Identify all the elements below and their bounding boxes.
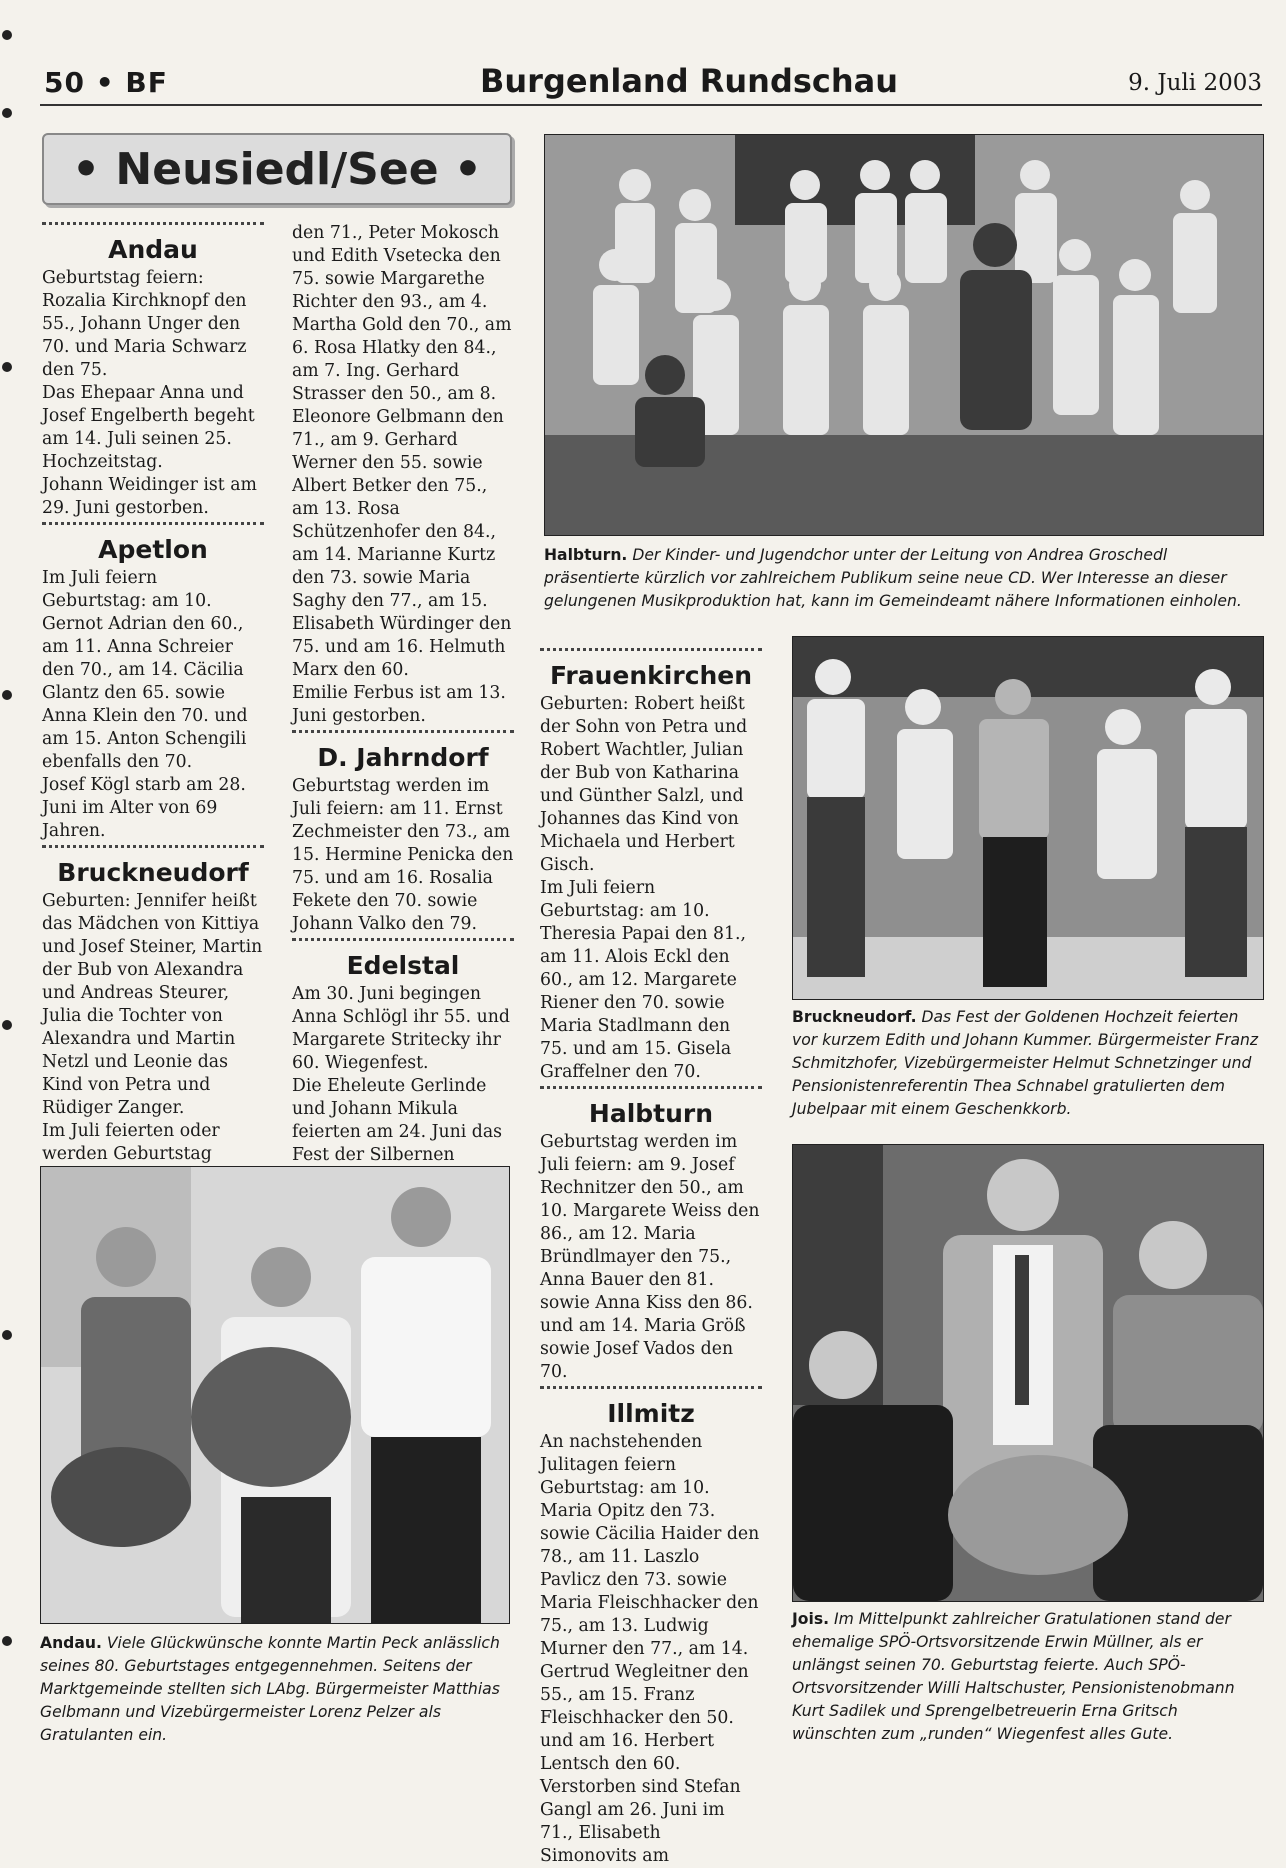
article-paragraph: Am 30. Juni begingen Anna Schlögl ihr 55. und Margarete Stritecky ihr 60. Wiegenfest. [292, 984, 510, 1073]
page-number: 50 • BF [44, 66, 168, 99]
article-paragraph: Geburtstag werden im Juli feiern: am 9. Josef Rechnitzer den 50., am 10. Margarete Weiss den 86., am 12. Maria Bründlmayer den 75., Anna Bauer den 81. sowie Anna Kiss den 86. und am 14. Maria Größ sowie Josef Vados den 70. [540, 1132, 760, 1382]
issue-date: 9. Juli 2003 [1128, 70, 1262, 96]
caption-jois [792, 1608, 1262, 1746]
photo-halbturn-choir-graphic [545, 135, 1263, 535]
article-paragraph: Geburtstag feiern: Rozalia Kirchknopf den 55., Johann Unger den 70. und Maria Schwarz den 75. [42, 268, 247, 380]
article-paragraph: Im Juli feiern Geburtstag: am 10. Gernot Adrian den 60., am 11. Anna Schreier den 70., am 14. Cäcilia Glantz den 65. sowie Anna Klein den 70. und am 15. Anton Schengili ebenfalls den 70. [42, 568, 248, 772]
caption-place: Bruckneudorf. [792, 1008, 917, 1026]
binder-hole [2, 1330, 12, 1340]
article-title-bruckneudorf: Bruckneudorf [42, 845, 264, 888]
binder-hole [2, 108, 12, 118]
article-title-edelstal: Edelstal [292, 938, 514, 981]
newspaper-title: Burgenland Rundschau [480, 62, 899, 100]
photo-bruckneudorf-graphic [793, 637, 1263, 999]
section-title: • Neusiedl/See • [71, 143, 482, 195]
column-2 [292, 222, 514, 1190]
column-3 [540, 648, 762, 1868]
article-paragraph: Im Juli feierten oder werden Geburtstag [42, 1121, 220, 1164]
photo-halbturn-choir [544, 134, 1264, 536]
article-title-andau: Andau [42, 222, 264, 265]
article-paragraph: Geburtstag werden im Juli feiern: am 11. Ernst Zechmeister den 73., am 15. Hermine Penicka den 75. und am 16. Rosalia Fekete den 70. sowie Johann Valko den 79. [292, 776, 514, 934]
article-paragraph: Das Ehepaar Anna und Josef Engelberth begeht am 14. Juli seinen 25. Hochzeitstag. [42, 383, 255, 472]
article-paragraph: Geburten: Jennifer heißt das Mädchen von Kittiya und Josef Steiner, Martin der Bub von Alexandra und Andreas Steurer, Julia die Tochter von Alexandra und Martin Netzl und Leonie das Kind von Petra und Rüdiger Zanger. [42, 891, 263, 1118]
photo-andau-graphic [41, 1167, 509, 1623]
article-paragraph: An nachstehenden Julitagen feiern Geburtstag: am 10. Maria Opitz den 73. sowie Cäcilia Haider den 78., am 11. Laszlo Pavlicz den 73. sowie Maria Fleischhacker den 75., am 13. Ludwig Murner den 77., am 14. Gertrud Wegleitner den 55., am 15. Franz Fleischhacker den 50. und am 16. Herbert Lentsch den 60. [540, 1432, 760, 1774]
binder-hole [2, 1636, 12, 1646]
photo-jois [792, 1144, 1264, 1602]
caption-text: Viele Glückwünsche konnte Martin Peck anlässlich seines 80. Geburtstages entgegennehmen. Seitens der Marktgemeinde stellten sich LAbg. Bürgermeister Matthias Gelbmann und Vizebürgermeister Lorenz Pelzer als Gratulanten ein. [40, 1634, 500, 1744]
caption-place: Jois. [792, 1610, 830, 1628]
binder-hole [2, 362, 12, 372]
caption-andau [40, 1632, 508, 1747]
binder-hole [2, 30, 12, 40]
column-1 [42, 222, 264, 1212]
caption-halbturn [544, 544, 1262, 613]
article-paragraph: Verstorben sind Stefan Gangl am 26. Juni im 71., Elisabeth Simonovits am [540, 1777, 741, 1866]
caption-text: Das Fest der Goldenen Hochzeit feierten vor kurzem Edith und Johann Kummer. Bürgermeister Franz Schmitzhofer, Vizebürgermeister Helmut Schnetzinger und Pensionistenreferentin Thea Schnabel gratulierten dem Jubelpaar mit einem Geschenkkorb. [792, 1008, 1259, 1118]
photo-andau [40, 1166, 510, 1624]
article-title-illmitz: Illmitz [540, 1386, 762, 1429]
binder-hole [2, 690, 12, 700]
article-paragraph: Die Eheleute Gerlinde und Johann Mikula feierten am 24. Juni das Fest der Silbernen [292, 1076, 503, 1165]
article-title-halbturn: Halbturn [540, 1086, 762, 1129]
caption-text: Im Mittelpunkt zahlreicher Gratulationen stand der ehemalige SPÖ-Ortsvorsitzende Erwin Müllner, als er unlängst seinen 70. Geburtstag feierte. Auch SPÖ-Ortsvorsitzender Willi Haltschuster, Pensionistenobmann Kurt Sadilek und Sprengelbetreuerin Erna Gritsch wünschten zum „runden“ Wiegenfest alles Gute. [792, 1610, 1235, 1743]
photo-jois-graphic [793, 1145, 1263, 1601]
binder-hole [2, 1020, 12, 1030]
article-title-d-jahrndorf: D. Jahrndorf [292, 730, 514, 773]
article-paragraph: Geburten: Robert heißt der Sohn von Petra und Robert Wachtler, Julian der Bub von Katharina und Günther Salzl, und Johannes das Kind von Michaela und Herbert Gisch. [540, 694, 748, 875]
article-paragraph: Josef Kögl starb am 28. Juni im Alter von 69 Jahren. [42, 775, 246, 841]
caption-place: Andau. [40, 1634, 102, 1652]
article-title-frauenkirchen: Frauenkirchen [540, 648, 762, 691]
article-paragraph: Johann Weidinger ist am 29. Juni gestorben. [42, 475, 257, 518]
section-heading [42, 133, 512, 205]
caption-bruckneudorf [792, 1006, 1262, 1121]
caption-place: Halbturn. [544, 546, 628, 564]
article-title-apetlon: Apetlon [42, 522, 264, 565]
article-paragraph: Im Juli feiern Geburtstag: am 10. Theresia Papai den 81., am 11. Alois Eckl den 60., am 12. Margarete Riener den 70. sowie Maria Stadlmann den 75. und am 15. Gisela Graffelner den 70. [540, 878, 746, 1082]
article-paragraph: Emilie Ferbus ist am 13. Juni gestorben. [292, 683, 506, 726]
article-paragraph: den 71., Peter Mokosch und Edith Vsetecka den 75. sowie Margarethe Richter den 93., am 4. Martha Gold den 70., am 6. Rosa Hlatky den 84., am 7. Ing. Gerhard Strasser den 50., am 8. Eleonore Gelbmann den 71., am 9. Gerhard Werner den 55. sowie Albert Betker den 75., am 13. Rosa Schützenhofer den 84., am 14. Marianne Kurtz den 73. sowie Maria Saghy den 77., am 15. Elisabeth Würdinger den 75. und am 16. Helmuth Marx den 60. [292, 223, 512, 680]
header-rule [40, 104, 1262, 106]
caption-text: Der Kinder- und Jugendchor unter der Leitung von Andrea Groschedl präsentierte kürzlich vor zahlreichem Publikum seine neue CD. Wer Interesse an dieser gelungenen Musikproduktion hat, kann im Gemeindeamt nähere Informationen einholen. [544, 546, 1242, 610]
photo-bruckneudorf [792, 636, 1264, 1000]
